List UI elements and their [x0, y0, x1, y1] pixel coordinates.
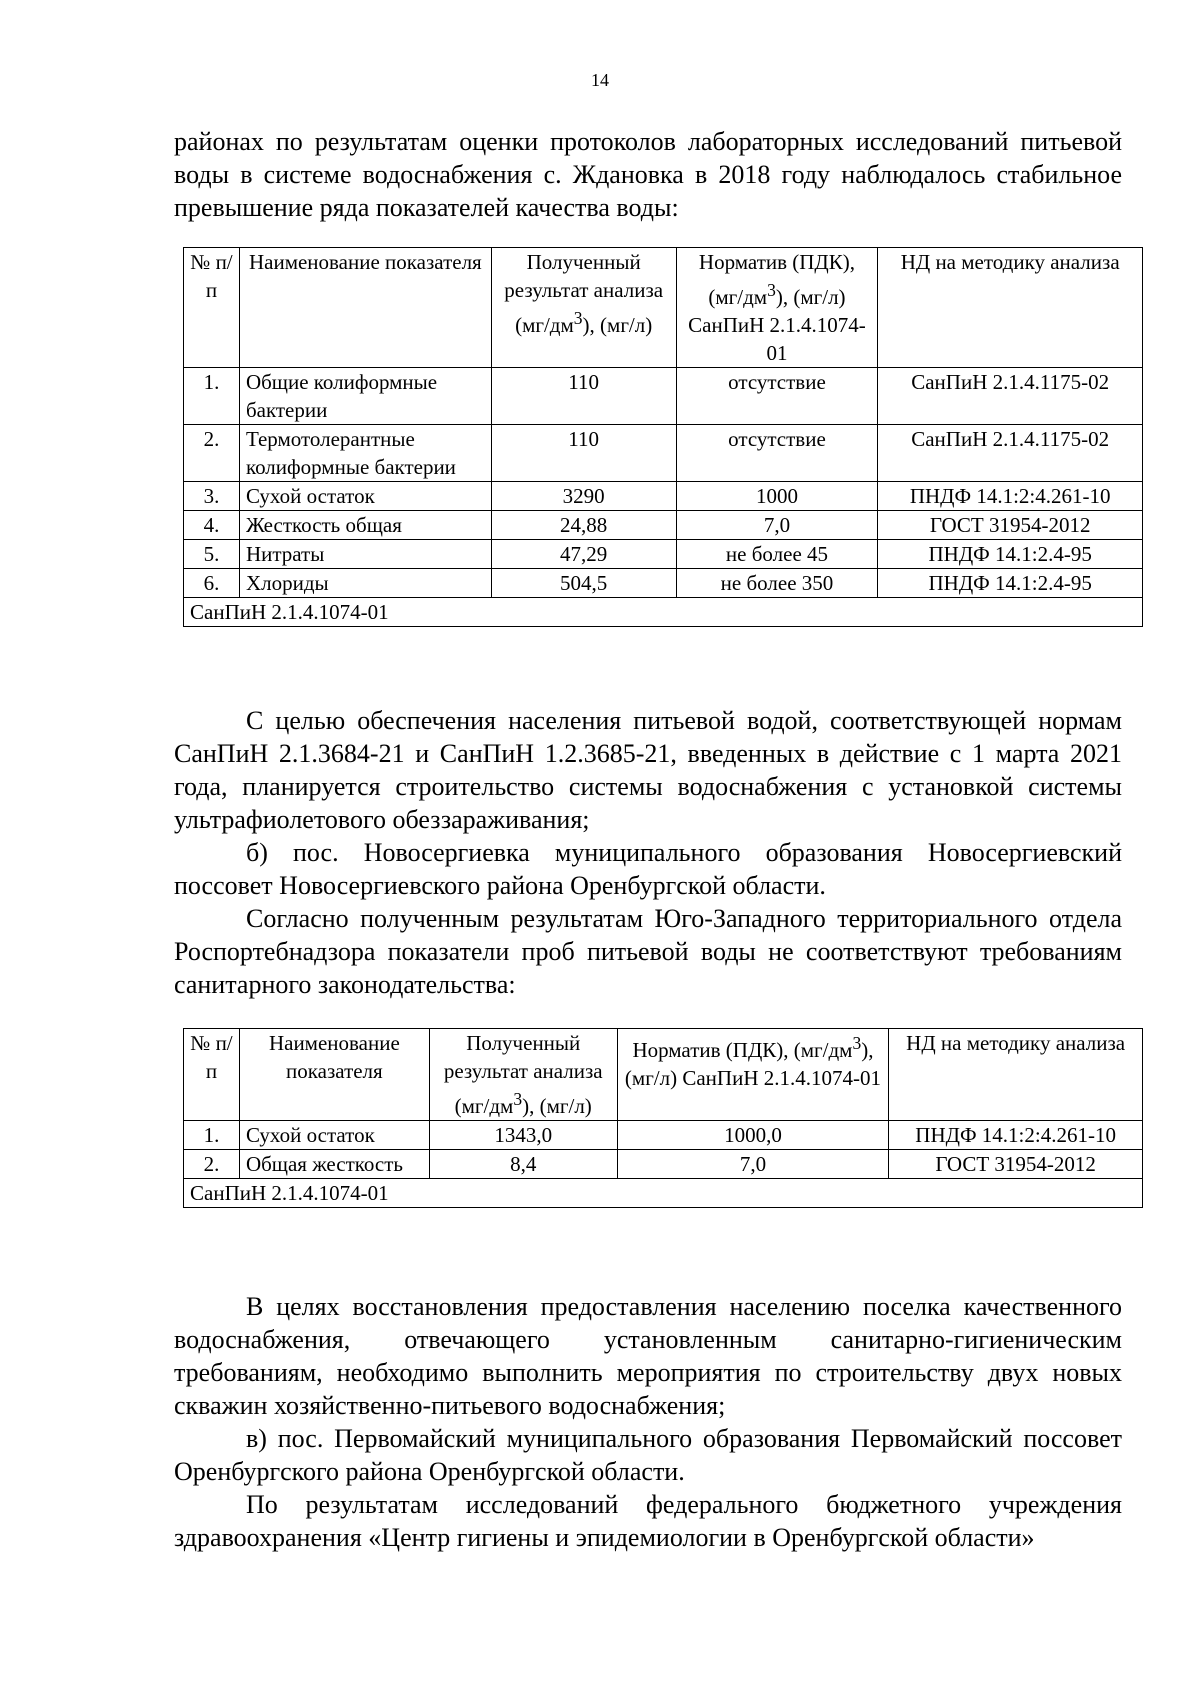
table-footer-row: [184, 1179, 1143, 1208]
table-header-row: [184, 1029, 1143, 1121]
row-norm: 7,0: [676, 511, 878, 540]
row-name: Хлориды: [239, 569, 491, 598]
header-name: Наименование показателя: [239, 248, 491, 368]
table-header-row: [184, 248, 1143, 368]
row-name: Термотолерантные колиформные бактерии: [239, 425, 491, 482]
header-num: № п/п: [184, 1029, 240, 1121]
row-norm: 1000: [676, 482, 878, 511]
table-row: [184, 1150, 1143, 1179]
paragraph: В целях восстановления предоставления населению поселка качественного водоснабжения, отвечающего установленным санитарно-гигиеническим требованиям, необходимо выполнить мероприятия по строительству двух новых скважин хозяйственно-питьевого водоснабжения;: [174, 1292, 1122, 1420]
final-text-block: [174, 1290, 1122, 1554]
table-footer: СанПиН 2.1.4.1074-01: [184, 598, 1143, 627]
row-num: 3.: [184, 482, 240, 511]
row-name: Жесткость общая: [239, 511, 491, 540]
water-quality-table-zhdanovka: [183, 247, 1143, 627]
page-number: 14: [591, 70, 609, 90]
table-row: [184, 482, 1143, 511]
table-footer-row: [184, 598, 1143, 627]
row-method: ПНДФ 14.1:2.4-95: [878, 540, 1143, 569]
row-name: Сухой остаток: [239, 1121, 429, 1150]
row-norm: не более 45: [676, 540, 878, 569]
row-norm: не более 350: [676, 569, 878, 598]
header-num: № п/п: [184, 248, 240, 368]
header-norm: Норматив (ПДК), $(мг/дм^3)$, (мг/л) СанПиН 2.1.4.1074-01: [676, 248, 878, 368]
row-num: 1.: [184, 1121, 240, 1150]
table-footer: СанПиН 2.1.4.1074-01: [184, 1179, 1143, 1208]
row-result: 1343,0: [429, 1121, 617, 1150]
row-method: СанПиН 2.1.4.1175-02: [878, 425, 1143, 482]
row-name: Сухой остаток: [239, 482, 491, 511]
row-method: ПНДФ 14.1:2.4-95: [878, 569, 1143, 598]
header-norm: Норматив (ПДК), $(мг/дм^3)$, (мг/л) СанПиН 2.1.4.1074-01: [617, 1029, 889, 1121]
row-result: 110: [491, 368, 676, 425]
row-result: 47,29: [491, 540, 676, 569]
row-method: ПНДФ 14.1:2:4.261-10: [889, 1121, 1143, 1150]
row-name: Нитраты: [239, 540, 491, 569]
row-name: Общая жесткость: [239, 1150, 429, 1179]
row-result: 110: [491, 425, 676, 482]
paragraph: С целью обеспечения населения питьевой водой, соответствующей нормам СанПиН 2.1.3684-21 и СанПиН 1.2.3685-21, введенных в действие с 1 марта 2021 года, планируется строительство системы водоснабжения с установкой системы ультрафиолетового обеззараживания;: [174, 706, 1122, 834]
table-row: [184, 511, 1143, 540]
row-method: ГОСТ 31954-2012: [889, 1150, 1143, 1179]
middle-text-block: [174, 704, 1122, 1001]
paragraph: По результатам исследований федерального бюджетного учреждения здравоохранения «Центр гигиены и эпидемиологии в Оренбургской области»: [174, 1490, 1122, 1552]
row-num: 2.: [184, 1150, 240, 1179]
intro-paragraph: районах по результатам оценки протоколов лабораторных исследований питьевой воды в системе водоснабжения с. Ждановка в 2018 году наблюдалось стабильное превышение ряда показателей качества воды:: [174, 127, 1122, 222]
paragraph: в) пос. Первомайский муниципального образования Первомайский поссовет Оренбургского района Оренбургской области.: [174, 1424, 1122, 1486]
row-result: 3290: [491, 482, 676, 511]
header-result: Полученный результат анализа $(мг/дм^3)$, (мг/л): [429, 1029, 617, 1121]
table-row: [184, 368, 1143, 425]
row-num: 5.: [184, 540, 240, 569]
row-norm: 1000,0: [617, 1121, 889, 1150]
row-norm: 7,0: [617, 1150, 889, 1179]
paragraph: Согласно полученным результатам Юго-Западного территориального отдела Роспортебнадзора показатели проб питьевой воды не соответствуют требованиям санитарного законодательства:: [174, 904, 1122, 999]
row-result: 24,88: [491, 511, 676, 540]
row-result: 8,4: [429, 1150, 617, 1179]
row-method: ПНДФ 14.1:2:4.261-10: [878, 482, 1143, 511]
row-num: 2.: [184, 425, 240, 482]
header-name: Наименование показателя: [239, 1029, 429, 1121]
row-norm: отсутствие: [676, 368, 878, 425]
row-num: 6.: [184, 569, 240, 598]
header-method: НД на методику анализа: [878, 248, 1143, 368]
paragraph: б) пос. Новосергиевка муниципального образования Новосергиевский поссовет Новосергиевского района Оренбургской области.: [174, 838, 1122, 900]
row-method: СанПиН 2.1.4.1175-02: [878, 368, 1143, 425]
row-method: ГОСТ 31954-2012: [878, 511, 1143, 540]
header-method: НД на методику анализа: [889, 1029, 1143, 1121]
table-row: [184, 569, 1143, 598]
row-norm: отсутствие: [676, 425, 878, 482]
row-num: 4.: [184, 511, 240, 540]
row-result: 504,5: [491, 569, 676, 598]
water-quality-table-novosergievka: [183, 1028, 1143, 1208]
row-name: Общие колиформные бактерии: [239, 368, 491, 425]
table-row: [184, 540, 1143, 569]
table-row: [184, 425, 1143, 482]
table-row: [184, 1121, 1143, 1150]
header-result: Полученный результат анализа $(мг/дм^3)$, (мг/л): [491, 248, 676, 368]
row-num: 1.: [184, 368, 240, 425]
